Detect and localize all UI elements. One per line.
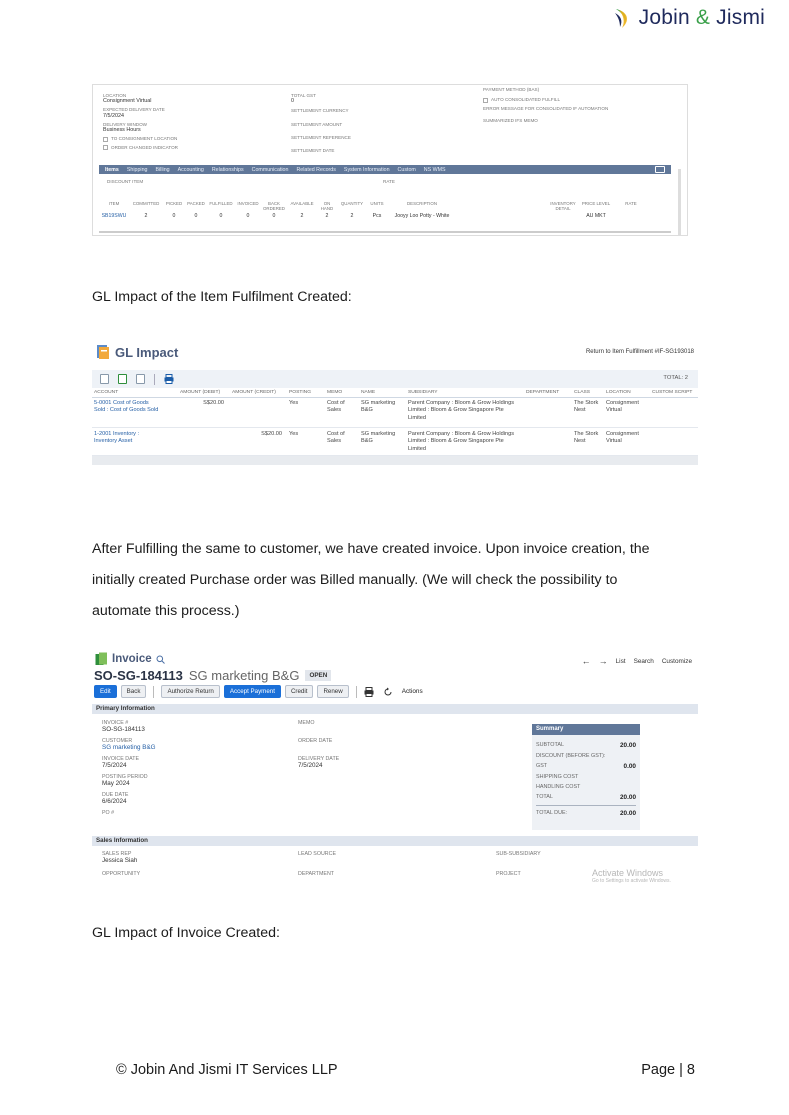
invoice-nav	[582, 656, 692, 666]
footer-copyright: © Jobin And Jismi IT Services LLP	[116, 1062, 338, 1078]
credit-button[interactable]: Credit	[285, 685, 314, 698]
delivery-date-field: DELIVERY DATE 7/5/2024	[298, 756, 340, 769]
project-field: PROJECT	[496, 871, 521, 877]
logo-mark-icon	[613, 7, 633, 29]
invoice-number-field: INVOICE # SO-SG-184113	[102, 720, 145, 733]
export-excel-icon[interactable]	[118, 374, 127, 384]
invoice-button-bar	[94, 685, 423, 698]
caption-invoice-gl-impact: GL Impact of Invoice Created:	[92, 925, 280, 941]
tab-communication[interactable]: Communication	[251, 166, 289, 173]
body-paragraph-line3: automate this process.)	[92, 603, 240, 619]
tab-billing[interactable]: Billing	[155, 166, 170, 173]
list-link[interactable]: List	[615, 657, 626, 665]
gl-toolbar	[92, 370, 698, 388]
items-grid-header: ITEM COMMITTED PICKED PACKED FULFILLED INVOICED BACK ORDERED AVAILABLE ON HAND QUANTITY UNITS DESCRIPTION INVENTORY DETAIL PRICE LEVEL RATE	[108, 201, 637, 211]
gl-impact-title: GL Impact	[96, 344, 178, 360]
authorize-return-button[interactable]: Authorize Return	[161, 685, 219, 698]
body-paragraph-line1: After Fulfilling the same to customer, we have created invoice. Upon invoice creation, the	[92, 541, 650, 557]
department-field: DEPARTMENT	[298, 871, 335, 877]
sales-rep-field: SALES REP Jessica Siah	[102, 851, 138, 864]
customize-link[interactable]: Customize	[661, 657, 692, 665]
print-icon[interactable]	[364, 687, 374, 697]
vertical-scrollbar[interactable]	[678, 169, 681, 235]
tab-ns-wms[interactable]: NS WMS	[423, 166, 446, 173]
export-pdf-icon[interactable]	[136, 374, 145, 384]
return-to-fulfillment-link[interactable]: Return to Item Fulfillment #IF-SG193018	[585, 349, 694, 355]
search-link[interactable]: Search	[633, 657, 654, 665]
expand-icon[interactable]	[655, 166, 665, 173]
opportunity-field: OPPORTUNITY	[102, 871, 141, 877]
sales-order-screenshot	[92, 84, 688, 236]
body-paragraph-line2: initially created Purchase order was Billed manually. (We will check the possibility to	[92, 572, 618, 588]
edit-button[interactable]: Edit	[94, 685, 117, 698]
previous-arrow-icon[interactable]: ←	[581, 656, 591, 666]
account-link[interactable]: 5-0001 Cost of Goods Sold : Cost of Goods Sold	[94, 400, 159, 414]
new-document-icon[interactable]	[100, 374, 109, 384]
primary-information-section[interactable]: Primary Information	[92, 704, 698, 714]
po-field: PO #	[102, 810, 115, 816]
tab-custom[interactable]: Custom	[397, 166, 416, 173]
tab-items[interactable]: Items	[105, 166, 119, 173]
invoice-screenshot	[92, 650, 698, 892]
subtab-bar	[99, 165, 671, 174]
renew-button[interactable]: Renew	[317, 685, 348, 698]
table-row[interactable]: 5-0001 Cost of Goods Sold : Cost of Goods Sold S$20.00 Yes Cost of Sales SG marketing B&G Parent Company : Bloom & Grow Holdings Limited : Bloom & Grow Singapore Pte Limited The Stork Nest Consignment Virtual	[92, 398, 698, 428]
tab-related-records[interactable]: Related Records	[296, 166, 336, 173]
tab-relationships[interactable]: Relationships	[211, 166, 244, 173]
sub-subsidiary-field: SUB-SUBSIDIARY	[496, 851, 541, 857]
gl-document-icon	[96, 344, 110, 360]
logo-text: Jobin & Jismi	[638, 6, 765, 29]
rate-label: RATE	[383, 179, 395, 184]
due-date-field: DUE DATE 6/6/2024	[102, 792, 129, 805]
sales-order-right-column: PAYMENT METHOD (BAS) AUTO CONSOLIDATED FULFILL ERROR MESSAGE FOR CONSOLIDATED IF AUTOMATION SUMMARIZED IFS MEMO	[483, 87, 609, 123]
sales-order-mid-column: TOTAL GST 0 SETTLEMENT CURRENCY SETTLEMENT AMOUNT SETTLEMENT REFERENCE SETTLEMENT DATE	[291, 93, 351, 154]
tab-system-information[interactable]: System Information	[343, 166, 390, 173]
items-grid	[99, 201, 671, 219]
sales-information-section[interactable]: Sales Information	[92, 836, 698, 846]
accept-payment-button[interactable]: Accept Payment	[224, 685, 281, 698]
back-button[interactable]: Back	[121, 685, 147, 698]
caption-if-gl-impact: GL Impact of the Item Fulfilment Created:	[92, 289, 352, 305]
auto-consolidated-checkbox[interactable]: AUTO CONSOLIDATED FULFILL	[483, 97, 608, 102]
tab-accounting[interactable]: Accounting	[177, 166, 204, 173]
memo-field: MEMO	[298, 720, 315, 726]
windows-watermark: Activate Windows Go to Settings to activate Windows.	[592, 868, 671, 884]
sales-order-left-column: LOCATION Consignment Virtual EXPECTED DELIVERY DATE 7/5/2024 DELIVERY WINDOW Business Hours TO CONSIGNMENT LOCATION ORDER CHANGED INDICATOR	[103, 93, 178, 150]
consignment-checkbox[interactable]: TO CONSIGNMENT LOCATION	[103, 136, 178, 141]
status-badge: OPEN	[305, 670, 331, 681]
discount-item-label: DISCOUNT ITEM	[107, 179, 144, 184]
posting-period-field: POSTING PERIOD May 2024	[102, 774, 148, 787]
lead-source-field: LEAD SOURCE	[298, 851, 336, 857]
next-arrow-icon[interactable]: →	[598, 656, 608, 666]
summary-box: Summary SUBTOTAL 20.00 DISCOUNT (BEFORE GST): GST 0.00 SHIPPING COST HANDLING COST TOTAL 20.00 TOTAL DUE: 20.00	[532, 724, 640, 830]
footer-page-number: Page | 8	[641, 1062, 695, 1078]
search-icon[interactable]	[156, 655, 165, 664]
invoice-record-title: SO-SG-184113 SG marketing B&G OPEN	[94, 668, 331, 683]
order-changed-checkbox[interactable]: ORDER CHANGED INDICATOR	[103, 145, 178, 150]
horizontal-scrollbar[interactable]	[99, 231, 671, 233]
account-link[interactable]: 1-2001 Inventory : Inventory Asset	[94, 431, 140, 445]
invoice-header: Invoice	[95, 652, 165, 666]
gl-footer-bar	[92, 456, 698, 465]
actions-menu[interactable]: Actions	[401, 688, 423, 695]
company-logo	[613, 6, 765, 30]
order-date-field: ORDER DATE	[298, 738, 333, 744]
gl-table-header: ACCOUNT AMOUNT (DEBIT) AMOUNT (CREDIT) POSTING MEMO NAME SUBSIDIARY DEPARTMENT CLASS LOCATION CUSTOM SCRIPT	[92, 388, 698, 398]
gl-total-count: TOTAL: 2	[663, 375, 688, 381]
invoice-date-field: INVOICE DATE 7/5/2024	[102, 756, 139, 769]
invoice-icon	[95, 652, 108, 666]
table-row[interactable]: 1-2001 Inventory : Inventory Asset S$20.00 Yes Cost of Sales SG marketing B&G Parent Company : Bloom & Grow Holdings Limited : Bloom & Grow Singapore Pte Limited The Stork Nest Consignment Virtual	[92, 429, 698, 456]
table-row[interactable]: SB19SWU 2 0 0 0 0 0 2 2 2 Pcs Jooyy Loo Potty - White AU MKT	[101, 213, 606, 219]
refresh-icon[interactable]	[383, 687, 393, 697]
gl-impact-screenshot	[92, 338, 698, 465]
print-icon[interactable]	[164, 374, 174, 384]
tab-shipping[interactable]: Shipping	[126, 166, 148, 173]
customer-field: CUSTOMER SG marketing B&G	[102, 738, 156, 751]
